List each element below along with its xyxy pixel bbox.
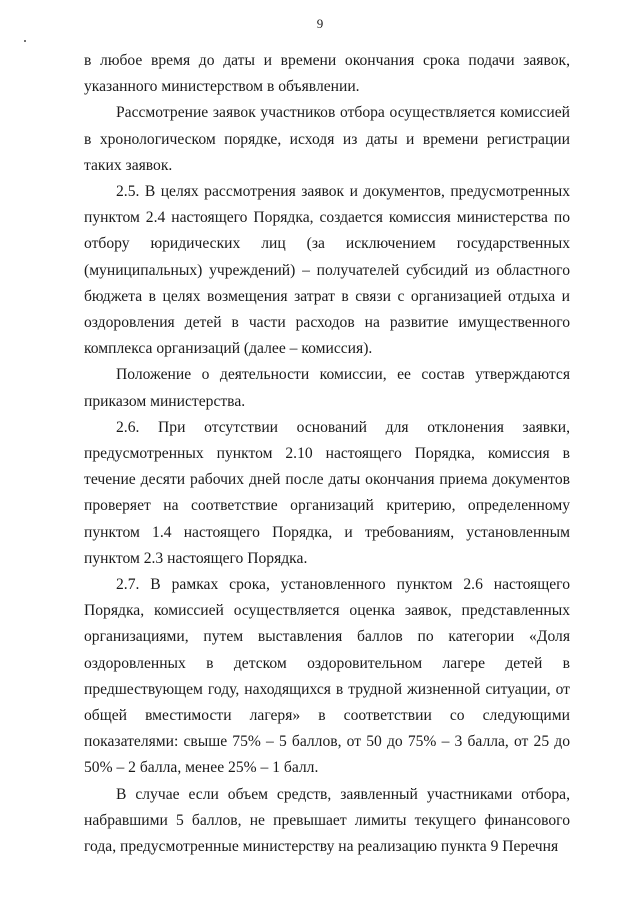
- document-body: [84, 48, 570, 860]
- paragraph-funds-case: В случае если объем средств, заявленный участниками отбора, набравшими 5 баллов, не превышает лимиты текущего финансового года, предусмотренные министерству на реализацию пункта 9 Перечня: [84, 785, 570, 856]
- paragraph-continuation: в любое время до даты и времени окончания срока подачи заявок, указанного министерством в объявлении.: [84, 52, 570, 96]
- paragraph-commission-regulation: Положение о деятельности комиссии, ее состав утверждаются приказом министерства.: [84, 366, 570, 410]
- scan-speck: [24, 40, 26, 42]
- paragraph-2-6: 2.6. При отсутствии оснований для отклонения заявки, предусмотренных пунктом 2.10 настоящего Порядка, комиссия в течение десяти рабочих дней после даты окончания приема документов проверяет на соответствие организаций критерию, определенному пунктом 1.4 настоящего Порядка, и требованиям, установленным пунктом 2.3 настоящего Порядка.: [84, 418, 570, 567]
- paragraph-review-order: Рассмотрение заявок участников отбора осуществляется комиссией в хронологическом порядке, исходя из даты и времени регистрации таких заявок.: [84, 104, 570, 174]
- page-number: 9: [316, 16, 324, 31]
- paragraph-2-5: 2.5. В целях рассмотрения заявок и документов, предусмотренных пунктом 2.4 настоящего Порядка, создается комиссия министерства по отбору юридических лиц (за исключением государственных (муниципальных) учреждений) – получателей субсидий из областного бюджета в целях возмещения затрат в связи с организацией отдыха и оздоровления детей в части расходов на развитие имущественного комплекса организаций (далее – комиссия).: [84, 183, 570, 358]
- paragraph-2-7: 2.7. В рамках срока, установленного пунктом 2.6 настоящего Порядка, комиссией осуществляется оценка заявок, представленных организациями, путем выставления баллов по категории «Доля оздоровленных в детском оздоровительном лагере детей в предшествующем году, находящихся в трудной жизненной ситуации, от общей вместимости лагеря» в соответствии со следующими показателями: свыше 75% – 5 баллов, от 50 до 75% – 3 балла, от 25 до 50% – 2 балла, менее 25% – 1 балл.: [84, 576, 570, 777]
